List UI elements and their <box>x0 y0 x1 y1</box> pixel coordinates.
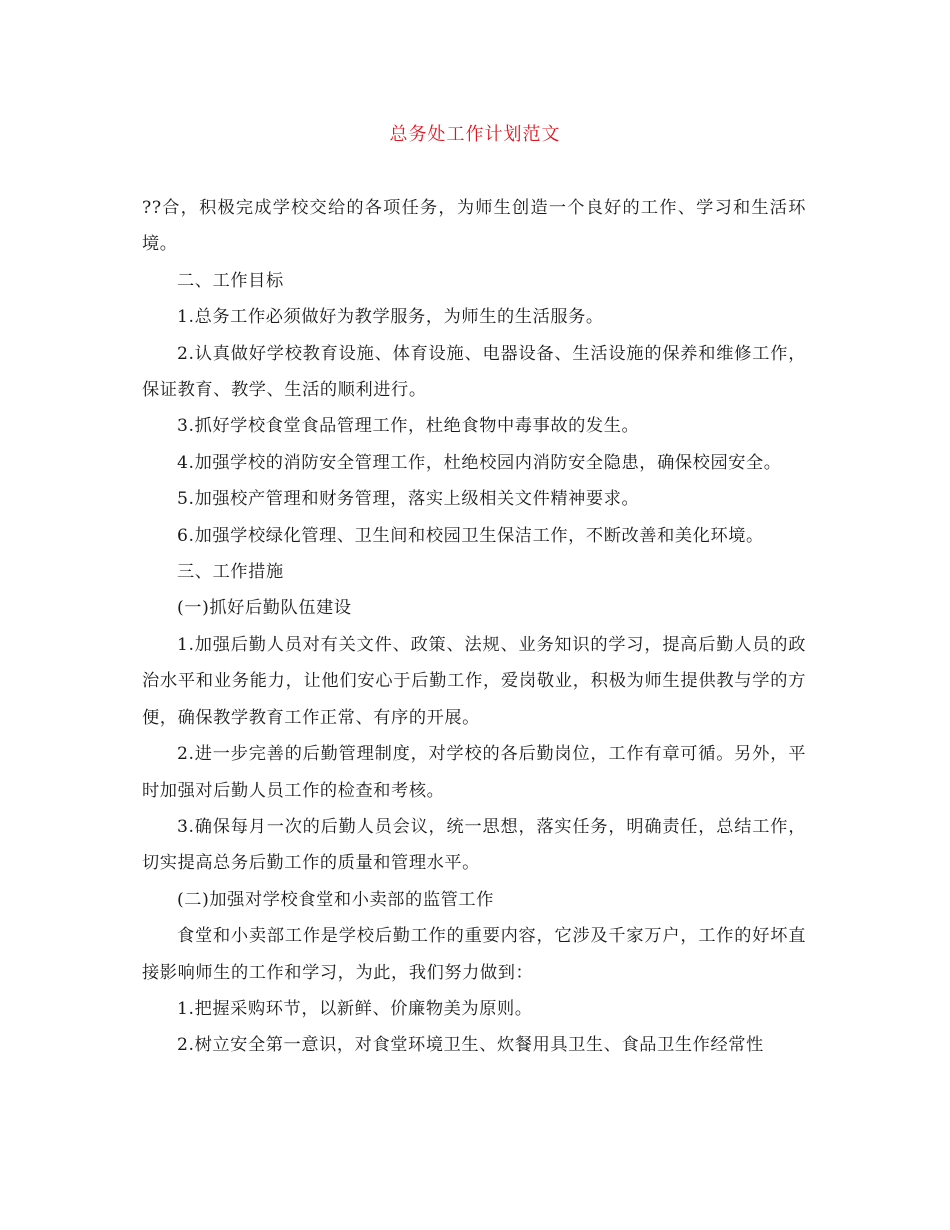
paragraph: 1.总务工作必须做好为教学服务，为师生的生活服务。 <box>177 307 604 328</box>
paragraph: 2.认真做好学校教育设施、体育设施、电器设备、生活设施的保养和维修工作，保证教育、教学、生活的顺利进行。 <box>142 343 806 401</box>
paragraph: (二)加强对学校食堂和小卖部的监管工作 <box>177 889 494 910</box>
paragraph: 2.进一步完善的后勤管理制度，对学校的各后勤岗位，工作有章可循。另外，平时加强对后勤人员工作的检查和考核。 <box>142 744 806 801</box>
paragraph: 三、工作措施 <box>177 562 284 583</box>
paragraph: 4.加强学校的消防安全管理工作，杜绝校园内消防安全隐患，确保校园安全。 <box>177 452 782 473</box>
paragraph: 1.加强后勤人员对有关文件、政策、法规、业务知识的学习，提高后勤人员的政治水平和业务能力，让他们安心于后勤工作，爱岗敬业，积极为师生提供教与学的方便，确保教学教育工作正常、有序的开展。 <box>142 634 806 728</box>
paragraph: (一)抓好后勤队伍建设 <box>177 598 352 619</box>
paragraph: 二、工作目标 <box>177 270 284 291</box>
paragraph: 食堂和小卖部工作是学校后勤工作的重要内容，它涉及千家万户，工作的好坏直接影响师生的工作和学习，为此，我们努力做到： <box>142 926 806 983</box>
paragraph: 5.加强校产管理和财务管理，落实上级相关文件精神要求。 <box>177 489 640 510</box>
paragraph: 3.确保每月一次的后勤人员会议，统一思想，落实任务，明确责任，总结工作，切实提高总务后勤工作的质量和管理水平。 <box>142 816 806 874</box>
document-body <box>142 190 806 1064</box>
paragraph: 2.树立安全第一意识，对食堂环境卫生、炊餐用具卫生、食品卫生作经常性 <box>177 1035 764 1056</box>
document-title: 总务处工作计划范文 <box>389 124 561 145</box>
paragraph: 3.抓好学校食堂食品管理工作，杜绝食物中毒事故的发生。 <box>177 416 640 437</box>
paragraph: 1.把握采购环节，以新鲜、价廉物美为原则。 <box>177 998 533 1019</box>
paragraph: ??合，积极完成学校交给的各项任务，为师生创造一个良好的工作、学习和生活环境。 <box>142 198 806 255</box>
paragraph: 6.加强学校绿化管理、卫生间和校园卫生保洁工作，不断改善和美化环境。 <box>177 525 764 546</box>
